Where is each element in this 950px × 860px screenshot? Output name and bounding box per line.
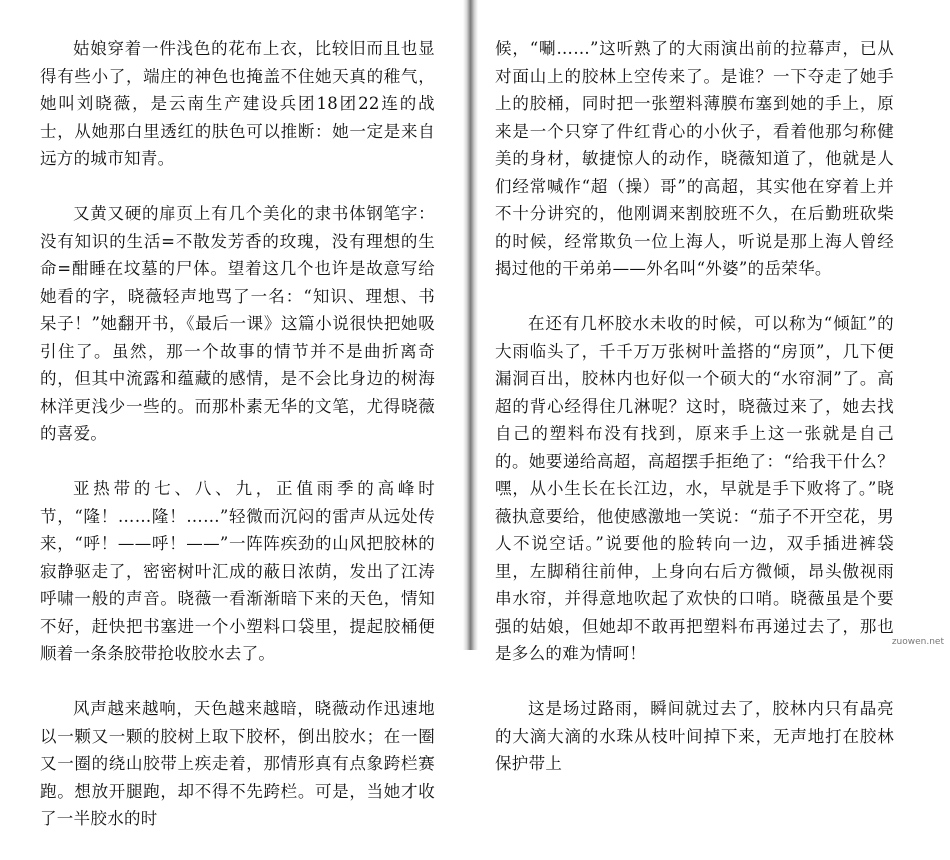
paragraph: 在还有几杯胶水未收的时候，可以称为“倾缸”的大雨临头了，千千万万张树叶盖搭的“房顶”，几下便漏洞百出，胶林内也好似一个硕大的“水帘洞”了。高超的背心经得住几淋呢？这时，晓薇过来了，她去找自己的塑料布没有找到，原来手上这一张就是自己的。她要递给高超，高超摆手拒绝了：“给我干什么？嘿，从小生长在长江边，水，早就是手下败将了。”晓薇执意要给，他使感激地一笑说：“茄子不开空花，男人不说空话。”说要他的脸转向一边，双手插进裤袋里，左脚稍往前伸，上身向右后方微倾，昂头傲视雨串水帘，并得意地吹起了欢快的口哨。晓薇虽是个要强的姑娘，但她却不敢再把塑料布再递过去了，那也是多么的难为情呵！	[495, 314, 894, 663]
right-page	[478, 0, 950, 773]
book-gutter	[463, 0, 478, 650]
paragraph: 这是场过路雨，瞬间就过去了，胶林内只有晶亮的大滴大滴的水珠从枝叶间掉下来，无声地打在胶林保护带上	[495, 699, 894, 773]
paragraph: 风声越来越响，天色越来越暗，晓薇动作迅速地以一颗又一颗的胶树上取下胶杯，倒出胶水；在一圈又一圈的绕山胶带上疾走着，那情形真有点象跨栏赛跑。想放开腿跑，却不得不先跨栏。可是，当她才收了一半胶水的时	[40, 699, 435, 828]
left-page-text	[40, 35, 435, 860]
paragraph-continued: 候，“唰……”这听熟了的大雨演出前的拉幕声，已从对面山上的胶林上空传来了。是谁？一下夺走了她手上的胶桶，同时把一张塑料薄膜布塞到她的手上，原来是一个只穿了件红背心的小伙子，看着他那匀称健美的身材，敏捷惊人的动作，晓薇知道了，他就是人们经常喊作“超（操）哥”的高超，其实他在穿着上并不十分讲究的，他刚调来割胶班不久，在后勤班砍柴的时候，经常欺负一位上海人，听说是那上海人曾经揭过他的干弟弟——外名叫“外婆”的岳荣华。	[495, 39, 894, 278]
left-page	[0, 0, 470, 828]
right-page-text	[495, 35, 894, 805]
paragraph: 亚热带的七、八、九，正值雨季的高峰时节，“隆！……隆！……”轻微而沉闷的雷声从远处传来，“呼！——呼！——”一阵阵疾劲的山风把胶林的寂静驱走了，密密树叶汇成的蔽日浓荫，发出了江涛呼啸一般的声音。晓薇一看渐渐暗下来的天色，情知不好，赶快把书塞进一个小塑料口袋里，提起胶桶便顺着一条条胶带抢收胶水去了。	[40, 479, 435, 663]
paragraph: 又黄又硬的扉页上有几个美化的隶书体钢笔字：没有知识的生活=不散发芳香的玫瑰，没有理想的生命=酣睡在坟墓的尸体。望着这几个也许是故意写给她看的字，晓薇轻声地骂了一名：“知识、理想、书呆子！”她翻开书，《最后一课》这篇小说很快把她吸引住了。虽然，那一个故事的情节并不是曲折离奇的，但其中流露和蕴藏的感情，是不会比身边的树海林洋更浅少一些的。而那朴素无华的文笔，尤得晓薇的喜爱。	[40, 204, 435, 443]
watermark: zuowen.net	[891, 637, 944, 647]
paragraph: 姑娘穿着一件浅色的花布上衣，比较旧而且也显得有些小了，端庄的神色也掩盖不住她天真的稚气，她叫刘晓薇，是云南生产建设兵团18团22连的战士，从她那白里透红的肤色可以推断：她一定是来自远方的城市知青。	[40, 39, 435, 168]
